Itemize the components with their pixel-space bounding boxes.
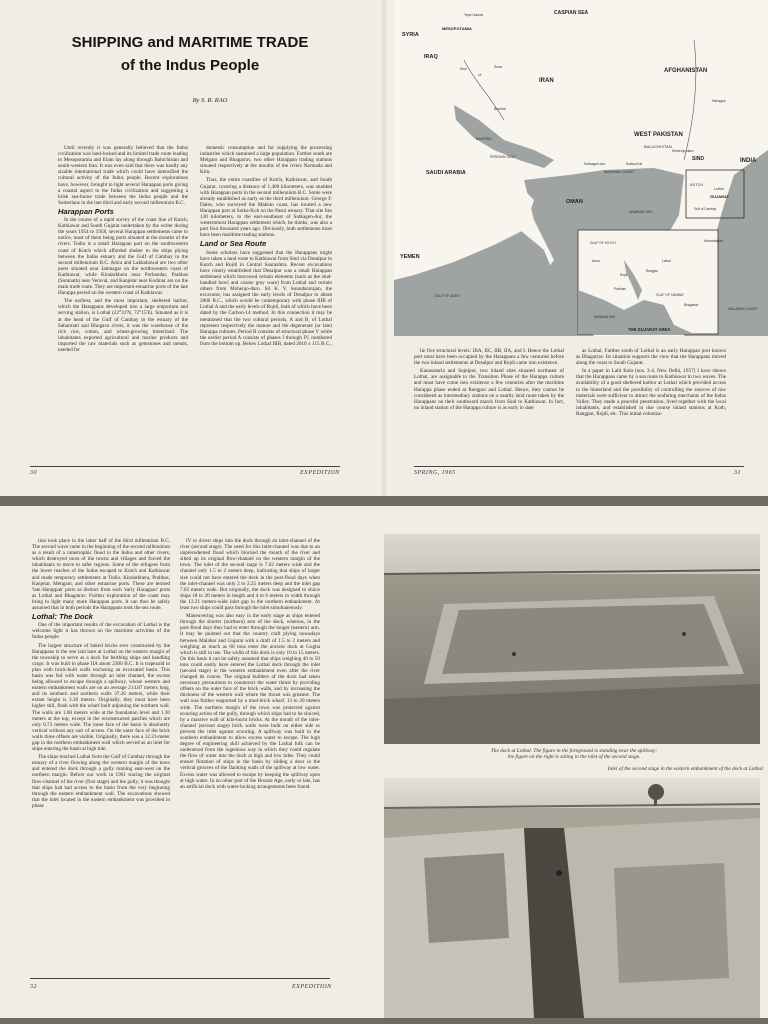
page-33 xyxy=(384,506,768,1018)
article-byline: By S. R. RAO xyxy=(192,97,228,104)
p32-column-2 xyxy=(180,538,320,968)
map-label-inset-lothal: Lothal xyxy=(662,259,671,263)
photo-inlet-second-stage xyxy=(384,778,760,1018)
page-number-31: 31 xyxy=(734,470,741,476)
page-number-32: 32 xyxy=(30,984,37,990)
map-indus-mesopotamia xyxy=(394,0,768,336)
map-label-persian-gulf: PERSIAN GULF xyxy=(490,155,516,159)
map-label-tepe-gawra: Tepe Gawra xyxy=(464,13,483,17)
paragraph: The ships reached Lothal from the Gulf of Cambay through the estuary of a river flowing along the western margin of the town and entered the dock through a gully running east-west on the northern margin. Before our work in 1961 tracing the original flow-channel of the river (first stage) and the gully, it was thought that ships had had access to the basin from the very beginning through the eastern embankment wall. The excavations showed that the inlet located in the eastern embankment was provided in phase xyxy=(32,754,170,809)
footer-rule xyxy=(30,978,330,979)
photo-caption-2: Inlet of the second stage in the eastern embankment of the dock at Lothal. xyxy=(607,766,764,772)
map-label-saudi: SAUDI ARABIA xyxy=(426,170,466,176)
issue-date: SPRING, 1965 xyxy=(414,470,456,476)
map-label-inset-bhagatrav: Bhagatrav xyxy=(684,303,699,307)
map-label-oman: OMAN xyxy=(566,199,583,205)
map-label-sotka: Sotka-Koh xyxy=(626,162,643,166)
article-title-line2: of the Indus People xyxy=(120,57,260,74)
page-31 xyxy=(384,0,768,496)
footer-rule xyxy=(30,466,340,467)
map-label-makran: MAKRAN COAST xyxy=(604,170,635,174)
paragraph: Some scholars have suggested that the Harappans might have taken a land route to Kathiawar from Sind via Desalpur in Kutch and Rojdi in Central Saurashtra. Recent excavations have clearly established that Desalpur was a small Harappan settlement which borrowed certain elements (such as the stud-handled bowl and coarse grey ware) from Lothal and certain others from Mohenjo-daro. Sri K. V. Soundararajan, the excavator, has assigned the early levels of Desalpur to about 2000 B.C., which would be contemporary with phase IIIB of Lothal A and the early levels of Rojdi, both of which have been dated by the Carbon-14 method. In this connection it may be mentioned that the two cultural periods, A and B, of Lothal represent respectively the mature and the degenerate (or late) Harappa cultures. Period B consists of structural phase V while the earlier period A consists of phases I through IV, numbered from the bottom up. Below Lothal IIIB, dated 2010 ± 115 B.C., xyxy=(200,249,332,347)
map-label-mohenjodaro: Mohenjo-daro xyxy=(672,149,694,153)
paragraph: IV to divert ships into the dock through an inlet-channel of the river (second stage). The need for this inlet-channel was due to an unprecedented flood which blocked the mouth of the river and silted up its original flow-channel on the western margin of the town. The inlet of the second stage is 7.02 meters wide and the channel only 1.5 to 2 meters deep, indicating that ships of larger size could not have entered the dock in the post-flood days when the inlet-channel was only 2 to 2.25 meters deep and the inlet gap 7.02 meters wide. But originally, the dock was designed to sluice ships 18 to 20 meters in length and 4 to 6 meters in width through the 12.21 meters-wide inlet gap in the northern embankment. At least two ships could pass through the inlet simultaneously. xyxy=(180,538,320,612)
map-label-mesopotamia: MESOPOTAMIA xyxy=(442,26,472,31)
paragraph: Maneuvering was also easy in the early stage as ships entered through the shorter (northern) arm of the dock, whereas, in the post-flood days they had to enter through the longer (eastern) arm. It may be pointed out that the country craft plying nowadays between Malabar and Gujarat with a draft of 1.5 to 2 meters and weighing as much as 60 tons enter the ancient dock at Gogha which is still in use. The width of this dock is only 10 to 15 meters. On this basis it can be safely assumed that ships weighing 40 to 50 tons could easily have entered the Lothal dock through the inlet (second stage) in the western embankment even after the river changed its course. The original builders of the dock had taken necessary precautions to counteract the water thrust by providing offsets on the outer face of the brick walls, and by increasing the thickness of the western wall where the thrust was greatest. The wall was further supported by a mud-brick wharf, 13 to 20 meters wide. The northern margin of the town was protected against scouring action of the gully, through which ships had to be sluiced, by a massive wall of kiln-burnt bricks. At the mouth of the inlet-channel (second stage) brick walls were built on either side to prevent the inlet against scouring. A spillway was built in the southern embankment to allow excess water to escape. The high degree of engineering skill achieved by the Lothal folk can be understood from the ingenious way in which they could regulate the flow of water into the dock at high and low tides. They could ensure flotation of ships in the basin by sliding a door in the vertical grooves of the flanking walls of the spillway at low water. Excess water was allowed to escape by keeping the spillway open at high water. In no other port of the Bronze Age, early or late, has an artificial dock with water-locking arrangements been found. xyxy=(180,613,320,790)
page-number-30: 30 xyxy=(30,470,37,476)
paragraph: The largest structure of baked bricks ever constructed by the Harappans is the one laid bare at Lothal on the eastern margin of the township to serve as a dock for berthing ships and handling cargo. It was built in phase IIA about 2300 B.C. It is trapezoid in plan with brick-built walls enclosing an excavated basin. This basin was fed with water through an inlet channel, the excess being allowed to escape through a spillway, whose western and eastern embankment walls are on an average 214.87 meters long, and its southern and northern walls 37.26 meters, while their extant height is 3.30 meters. Originally, they must have been higher still, flush with the wharf built adjoining the northern wall. The walls are 1.60 meters wide at the foundation level and 1.30 meters at the top, except in the reconstructed patches which are only 0.73 meters wide. The inner face of the basin is absolutely vertical without any sort of access. On the outer face of the brick walls three offsets are visible. Originally, there was a 12.21-meter gap in the northern embankment wall which served as an inlet for ships entering the basin at high tide. xyxy=(32,642,170,753)
map-label-sind: SIND xyxy=(692,156,704,162)
paragraph: One of the important results of the excavation of Lothal is the welcome light it has thrown on the maritime activities of the Indus people. xyxy=(32,622,170,641)
map-label-bahrein: BAHREIN xyxy=(476,137,492,141)
map-label-inset-rangpur: Rangpur xyxy=(646,269,659,273)
photo-lothal-dock xyxy=(384,534,760,744)
map-label-sutkagen: Sutkagen-dor xyxy=(584,162,606,166)
journal-name: EXPEDITION xyxy=(292,984,332,990)
paragraph: domestic consumption and for supplying the processing industries which sustained a large population. Farther south are Melgam and Bhagatrav, two other Harappan trading stations situated respectively at the mouths of the rivers Narmada and Kim. xyxy=(200,145,332,176)
map-label-caspian: CASPIAN SEA xyxy=(554,10,589,16)
map-label-iraq: IRAQ xyxy=(424,54,438,60)
p31-column-1 xyxy=(414,348,564,456)
p31-column-2 xyxy=(576,348,726,456)
map-label-afghanistan: AFGHANISTAN xyxy=(664,68,708,74)
map-inset-title: THE GUJARAT AREA xyxy=(628,327,671,332)
map-label-inset-cambay: GULF OF CAMBAY xyxy=(656,293,684,297)
page-32 xyxy=(0,506,384,1018)
map-label-iran: IRAN xyxy=(539,78,554,84)
map-label-kish: Kish xyxy=(460,67,467,71)
map-label-syria: SYRIA xyxy=(402,32,419,38)
map-label-india: INDIA xyxy=(740,158,757,164)
map-label-inset-kutch: GULF OF KUTCH xyxy=(590,241,616,245)
heading-harappan-ports: Harappan Ports xyxy=(58,206,114,216)
article-title-line1: SHIPPING and MARITIME TRADE xyxy=(71,34,309,51)
paragraph: tion took place in the latter half of the third millennium B.C. The second wave came in the beginning of the second millennium as a result of a catastrophic flood in the Indus and other rivers, which destroyed most of the towns and villages and forced the inhabitants to move to safer regions. Some of the refugees from the lower reaches of the Indus escaped to Kutch and Kathiawar and made temporary settlements at Todio, Kindarkhera, Prabhas, Kanjetar, Mehgam, and other estuarine ports. These are termed 'late Harappan' ports as distinct from such 'early Harappan' ports as Lothal and Bhagatrav. Further exploration of the coast may bring to light many more Harappan ports. It can thus be safely assumed that in both periods the Harappans took the sea route. xyxy=(32,538,170,612)
map-label-cambay: Gulf of Cambay xyxy=(694,207,717,211)
map-label-ur: Ur xyxy=(478,73,482,77)
map-label-gulf-aden: GULF OF ADEN xyxy=(434,294,460,298)
paragraph: The earliest, and the most important, sheltered harbor, which the Harappans developed into a large emporium and serving station, is Lothal (22°31'N, 72°15'E). Situated as it is at the head of the Gulf of Cambay in the estuary of the Sabarmati and Bhogava rivers, it was the warehouse of the rich rice, cotton, and wheat-growing hinterland. The inhabitants exported agricultural and marine products and imported the raw materials such as gemstones and metals, needed for xyxy=(58,298,188,353)
p30-column-2 xyxy=(200,145,332,457)
journal-name: EXPEDITION xyxy=(300,470,340,476)
paragraph: lie five structural levels: IIIA, IIC, IIB, IIA, and I. Hence the Lothal port must have been occupied by the Harappans a few centuries before the two inland settlements at Desalpur and Rojdi came into existence. xyxy=(414,348,564,367)
p32-column-1 xyxy=(32,538,170,968)
map-label-harappa: Harappa xyxy=(712,99,726,103)
map-label-arabian-sea: ARABIAN SEA xyxy=(629,210,653,214)
map-label-inset-sea: ARABIAN SEA xyxy=(594,315,616,319)
heading-lothal-dock: Lothal: The Dock xyxy=(32,612,93,622)
spread-gutter xyxy=(382,0,386,496)
map-label-yemen: YEMEN xyxy=(400,254,420,260)
photo-caption-1 xyxy=(404,748,744,761)
map-label-inset-amra: Amra xyxy=(592,259,600,263)
paragraph: In a paper in Lalit Kala (nos. 3-4, New Delhi, 1957) I have shown that the Harappans came by a sea route to Kathiawar in two waves. The availability of a good sheltered harbor at Lothal which provided access to the hinterland and the possibility of controlling the sources of raw materials were sufficient to attract the seafaring merchants of the Indus Valley. They made a peaceful penetration, lived together with the local inhabitants, and established in due course inland stations at Koth, Rangpur, Rojdi, etc. This initial coloniza- xyxy=(576,368,726,417)
map-label-kutch: KUTCH xyxy=(690,183,704,187)
paragraph: Until recently it was generally believed that the Indus civilization was land-locked and its limited trade route leading to Mesopotamia and Elam lay along through Baluchistan and south-western Iran. It was even said that there was hardly any sizable international trade which could have intensified the cultural activity of the Indus people. Recent explorations have, however, brought to light several Harappan ports giving a coastal aspect to the Indus civilization and suggesting a brisk sea-borne trade between the Indus people and the Sumerians in the late third and early second millennium B.C. xyxy=(58,145,188,206)
paragraph: In the course of a rapid survey of the coast line of Kutch, Kathiawar and South Gujarat undertaken by the writer during the years 1954 to 1958, several Harappan settlements came to notice, most of them being ports situated at the mouths of the rivers. Todio is a small Harappan port on the southwestern coast of Kutch which afforded shelter to the ships plying between the Indus estuary and the Gulf of Cambay in the second millennium B.C. Amra and Lakhabawal are two other ports situated near Jamnagar on the northwestern coast of Kathiawar, while Kindarkhera near Porbandar, Prabhas (Somnath) near Veraval, and Kanjetar near Kodinar are on the main trade route. They are important estuarine ports of the late Harappa period on the western coast of Kathiawar. xyxy=(58,217,188,297)
p30-column-1 xyxy=(58,145,188,457)
paragraph: as Lothal. Farther south of Lothal is an early Harappan port known as Bhagatrav. Its situation supports the view that the Harappans moved along the coast to South Gujarat. xyxy=(576,348,726,367)
map-label-susa: Susa xyxy=(494,65,502,69)
caption-line: The dock at Lothal. The figure in the foreground is standing near the spillway; xyxy=(490,748,658,754)
map-label-bushire: Bushire xyxy=(494,107,506,111)
map-label-gujarat: GUJARAT xyxy=(710,194,730,199)
page-30 xyxy=(0,0,384,496)
map-label-lothal: Lothal xyxy=(714,187,724,191)
caption-line: the figure on the right is sitting in the inlet of the second stage. xyxy=(507,754,641,761)
map-label-west-pakistan: WEST PAKISTAN xyxy=(634,132,683,138)
map-label-ahmedabad: Ahmedabad xyxy=(704,239,723,243)
map-label-malabar: MALABAR COAST xyxy=(728,307,758,311)
map-label-baluchistan: BALUCHISTAN xyxy=(644,144,672,149)
map-label-inset-prabhas: Prabhas xyxy=(614,287,626,291)
footer-rule xyxy=(414,466,744,467)
heading-land-or-sea-route: Land or Sea Route xyxy=(200,239,267,249)
paragraph: Thus, the entire coastline of Kutch, Kathiawar, and South Gujarat, covering a distance of 1,400 kilometers, was studded with Harappan ports in the second millennium B.C. Some were already established as early as the third millennium. George F. Dales, who surveyed the Makran coast, has located a new Harappan port at Sotka-Koh on the Pasni estuary. That site lies 130 kilometers, to the east-southeast of Sutkagen-dor, the westernmost Harappan settlement which, he thinks, was also a port four thousand years ago. Obviously, both settlements must have been maritime trading stations. xyxy=(200,177,332,239)
paragraph: Kanasutaria and Sujnipur, two inland sites situated northeast of Lothal, are assignable to the Transition Phase of the Harappa culture and must have come into existence a few centuries after the maritime Harappa phase ended at Rangpur and Lothal. Hence, they cannot be considered as intermediary stations on a nearby land route taken by the Harappans on their southward march from Sind to Kathiawar. In fact, no inland station of the Harappa culture is as early in date xyxy=(414,368,564,411)
map-label-inset-rojdi: Rojdi xyxy=(620,273,628,277)
